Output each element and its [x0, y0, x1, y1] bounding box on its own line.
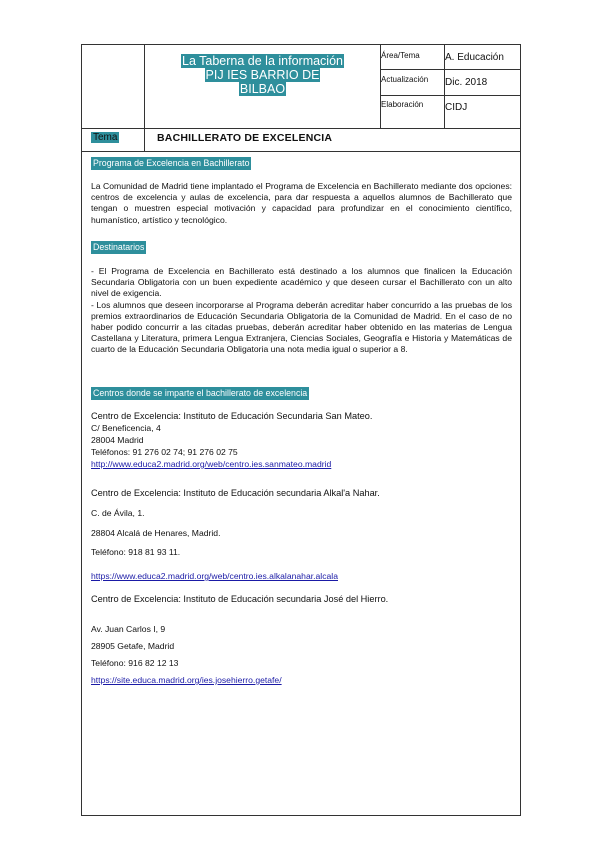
centro-2-city: 28804 Alcalá de Henares, Madrid.	[91, 528, 221, 538]
section-heading-programa: Programa de Excelencia en Bachillerato	[91, 157, 251, 170]
centro-3-link[interactable]: https://site.educa.madrid.org/ies.josehierro.getafe/	[91, 675, 282, 685]
programa-text: La Comunidad de Madrid tiene implantado el Programa de Excelencia en Bachillerato mediante dos opciones: centros de excelencia y aulas de excelencia, para dar respuesta a aquellos alumnos de Bachillerato que tengan o muestren especial motivación y capacidad para profundizar en el conocimiento científico, humanístico, artístico y tecnológico.	[91, 181, 512, 225]
destinatarios-item-2: - Los alumnos que deseen incorporarse al Programa deberán acreditar haber concurrido a las pruebas de los premios extraordinarios de Educación Secundaria Obligatoria de la Comunidad de Madrid. En el caso de no haber podido concurrir a las citadas pruebas, deberán acreditar haber obtenido en las materias de Lengua Castellana y Literatura, primera Lengua Extranjera, Ciencias Sociales, Geografía e Historia y Matemáticas de cuarto de la Educación Secundaria Obligatoria una nota media igual o superior a 8.	[91, 299, 512, 355]
centro-3-phone: Teléfono: 916 82 12 13	[91, 658, 179, 668]
tema-value: BACHILLERATO DE EXCELENCIA	[157, 132, 333, 144]
centro-3-address: Av. Juan Carlos I, 9	[91, 624, 166, 634]
centro-2-name: Centro de Excelencia: Instituto de Educación secundaria Alkal'a Nahar.	[91, 488, 380, 498]
centro-1-phone: Teléfonos: 91 276 02 74; 91 276 02 75	[91, 447, 238, 457]
centro-2-address: C. de Ávila, 1.	[91, 508, 145, 518]
centro-1-name: Centro de Excelencia: Instituto de Educación Secundaria San Mateo.	[91, 411, 373, 421]
centro-3-name: Centro de Excelencia: Instituto de Educación secundaria José del Hierro.	[91, 594, 389, 604]
centro-1-address: C/ Beneficencia, 4	[91, 423, 161, 433]
destinatarios-item-1: - El Programa de Excelencia en Bachillerato está destinado a los alumnos que finalicen la Educación Secundaria Obligatoria con un buen expediente académico y que deseen cursar el Bachillerato con un alto nivel de exigencia.	[91, 266, 512, 299]
centro-2-link[interactable]: https://www.educa2.madrid.org/web/centro.ies.alkalanahar.alcala	[91, 571, 338, 581]
meta-value-area: A. Educación	[445, 52, 504, 63]
tema-label: Tema	[93, 132, 118, 143]
meta-value-actualizacion: Dic. 2018	[445, 77, 488, 88]
meta-value-elaboracion: CIDJ	[445, 102, 468, 113]
meta-label-actualizacion: Actualización	[381, 75, 429, 84]
section-heading-centros: Centros donde se imparte el bachillerato de excelencia	[91, 387, 309, 400]
tema-row	[82, 128, 520, 152]
title-line-1: La Taberna de la información	[182, 54, 343, 68]
tema-divider	[144, 128, 145, 151]
header-title-cell	[145, 45, 381, 128]
header-table	[82, 45, 520, 129]
centro-3-city: 28905 Getafe, Madrid	[91, 641, 175, 651]
meta-label-area: Área/Tema	[381, 51, 420, 60]
title-line-2: PIJ IES BARRIO DE	[205, 68, 320, 82]
centro-1	[91, 410, 512, 470]
document-page	[81, 44, 521, 816]
centro-1-city: 28004 Madrid	[91, 435, 144, 445]
title-line-3: BILBAO	[239, 82, 286, 96]
meta-row-divider	[380, 69, 520, 70]
logo-cell	[82, 45, 145, 128]
header-title	[181, 54, 344, 96]
meta-row-divider	[380, 95, 520, 96]
centro-1-link[interactable]: http://www.educa2.madrid.org/web/centro.ies.sanmateo.madrid	[91, 459, 332, 469]
meta-label-elaboracion: Elaboración	[381, 100, 424, 109]
centro-2-phone: Teléfono: 918 81 93 11.	[91, 547, 181, 557]
section-heading-destinatarios: Destinatarios	[91, 241, 146, 254]
